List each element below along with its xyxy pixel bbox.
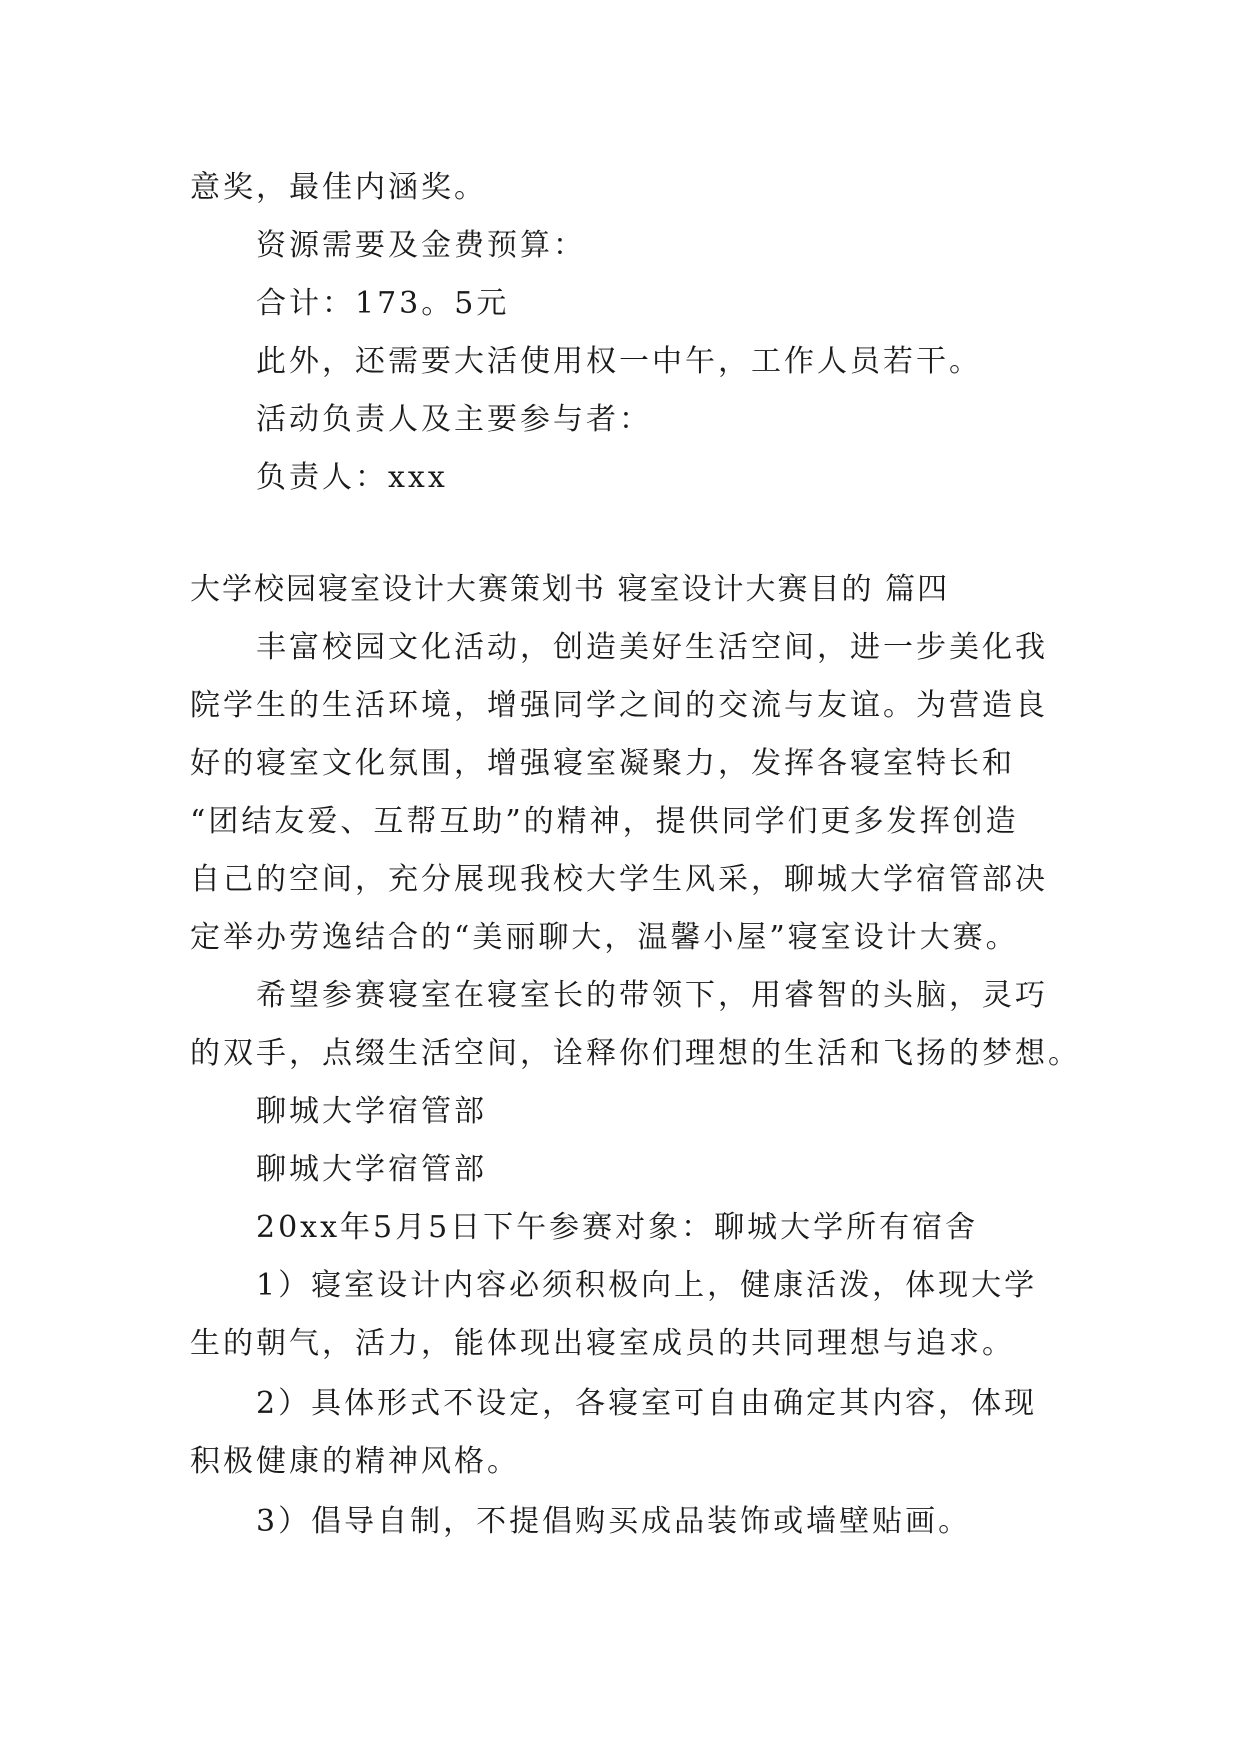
text-line: 意奖，最佳内涵奖。 xyxy=(190,170,487,205)
text-line: 资源需要及金费预算： xyxy=(256,228,586,263)
text-line: 聊城大学宿管部 xyxy=(256,1094,487,1129)
section-heading: 大学校园寝室设计大赛策划书 寝室设计大赛目的 篇四 xyxy=(190,572,950,607)
text-line: 丰富校园文化活动，创造美好生活空间，进一步美化我 xyxy=(256,630,1048,665)
text-line: 聊城大学宿管部 xyxy=(256,1152,487,1187)
text-line: 2）具体形式不设定，各寝室可自由确定其内容，体现 xyxy=(256,1386,1038,1421)
text-line: 此外，还需要大活使用权一中午，工作人员若干。 xyxy=(256,344,982,379)
text-line: 院学生的生活环境，增强同学之间的交流与友谊。为营造良 xyxy=(190,688,1048,723)
text-line: 活动负责人及主要参与者： xyxy=(256,402,652,437)
text-line: 生的朝气，活力，能体现出寝室成员的共同理想与追求。 xyxy=(190,1326,1015,1361)
text-line: 3）倡导自制，不提倡购买成品装饰或墙壁贴画。 xyxy=(256,1504,972,1539)
text-line: 20xx年5月5日下午参赛对象：聊城大学所有宿舍 xyxy=(256,1210,979,1245)
text-line: 负责人：xxx xyxy=(256,460,448,495)
text-line: 定举办劳逸结合的“美丽聊大，温馨小屋”寝室设计大赛。 xyxy=(190,920,1019,955)
text-line: “团结友爱、互帮互助”的精神，提供同学们更多发挥创造 xyxy=(190,804,1019,839)
text-line: 1）寝室设计内容必须积极向上，健康活泼，体现大学 xyxy=(256,1268,1038,1303)
text-line: 好的寝室文化氛围，增强寝室凝聚力，发挥各寝室特长和 xyxy=(190,746,1015,781)
text-line: 积极健康的精神风格。 xyxy=(190,1444,520,1479)
text-line: 希望参赛寝室在寝室长的带领下，用睿智的头脑，灵巧 xyxy=(256,978,1048,1013)
text-line: 自己的空间，充分展现我校大学生风采，聊城大学宿管部决 xyxy=(190,862,1048,897)
text-line: 的双手，点缀生活空间，诠释你们理想的生活和飞扬的梦想。 xyxy=(190,1036,1081,1071)
text-line: 合计：173。5元 xyxy=(256,286,510,321)
